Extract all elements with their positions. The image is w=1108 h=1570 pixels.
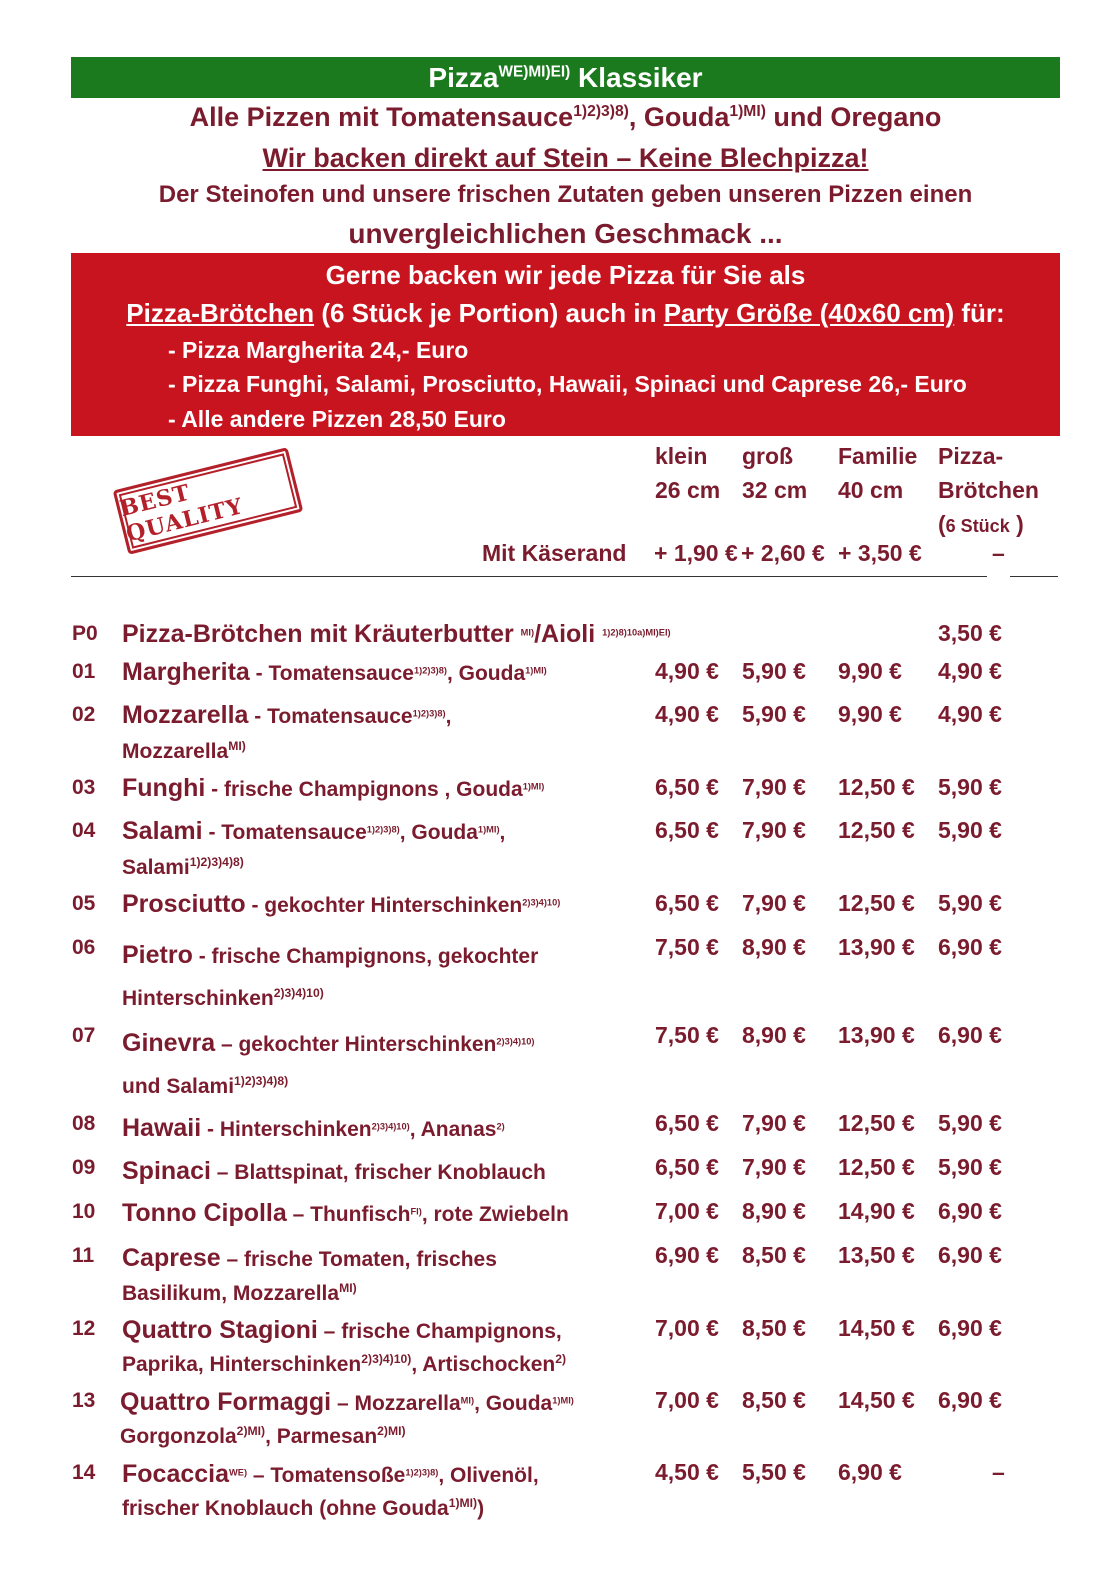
item-desc: , Olivenöl, [438,1464,539,1487]
item-number: 10 [72,1200,96,1223]
menu-item-name [122,701,451,730]
item-desc: frische Champignons , Gouda [223,778,523,801]
intro-line-1 [71,102,1060,133]
intro-line-4: unvergleichlichen Geschmack ... [348,218,783,249]
menu-item-name [122,890,560,919]
price-klein: 6,50 € [655,1154,719,1180]
item-name: Pietro [122,941,193,969]
item-number: 12 [72,1317,96,1340]
price-klein: 6,90 € [655,1242,719,1268]
price-klein: 7,00 € [655,1387,719,1413]
allergen-code: 1)MI) [525,665,547,676]
item-desc: und Salami [122,1075,235,1098]
menu-item-desc-line2 [122,1075,288,1099]
item-desc: Salami [122,856,190,879]
item-desc: frische Champignons, [341,1320,562,1343]
allergen-code: 1)2)8)10a)MI)EI) [602,627,671,638]
col-paren: ( [938,511,946,537]
item-name: /Aioli [534,620,603,648]
allergen-code: MI) [460,1395,475,1406]
party-end-text: für: [954,298,1005,328]
col-label: Brötchen [938,477,1039,503]
item-sep: – [247,1464,271,1487]
allergen-code: 2)3)4)10) [496,1036,535,1047]
price-gross: 8,90 € [742,1198,806,1224]
item-desc: Tomatensoße [270,1464,406,1487]
item-sep: - [192,945,212,968]
price-gross: 7,90 € [742,1110,806,1136]
menu-item-name [122,658,547,687]
item-sep: - [248,705,268,728]
item-sep: - [249,662,269,685]
price-familie: 12,50 € [838,890,915,916]
item-desc: , rote Zwiebeln [421,1203,569,1226]
item-desc: Tomatensauce [268,662,414,685]
item-desc: , Parmesan [265,1425,378,1448]
item-name: Focaccia [122,1460,230,1488]
item-number: 05 [72,892,96,915]
item-number: P0 [72,622,98,645]
item-desc: , Artischocken [411,1353,556,1376]
price-familie: 12,50 € [838,1154,915,1180]
item-desc: Thunfisch [310,1203,411,1226]
item-desc: gekochter Hinterschinken [264,894,523,917]
allergen-code: 2)3)4)10) [361,1352,412,1366]
divider-line [71,576,987,577]
menu-item-desc-line2 [122,987,324,1011]
item-name: Spinaci [122,1157,211,1185]
price-gross: 5,50 € [742,1459,806,1485]
price-familie: 14,50 € [838,1387,915,1413]
party-offer-box [71,253,1060,436]
party-price-item: - Alle andere Pizzen 28,50 Euro [168,406,506,432]
col-familie [838,439,917,507]
title-text-2: Klassiker [570,62,703,93]
item-sep: – [331,1392,355,1415]
menu-item-desc-line2 [122,1353,566,1377]
item-name: Mozzarella [122,701,249,729]
col-paren: ) [1009,511,1024,537]
allergen-code: 1)MI) [522,781,545,792]
col-size: 40 cm [838,477,904,503]
col-label: Familie [838,443,918,469]
price-gross: 8,90 € [742,1022,806,1048]
price-klein: 4,90 € [655,658,719,684]
col-klein [655,439,720,507]
item-number: 02 [72,703,96,726]
allergen-code: 1)2)3)4)8) [234,1074,289,1088]
intro-line-2: Wir backen direkt auf Stein – Keine Blechpizza! [262,143,869,173]
item-number: 01 [72,660,96,683]
item-name: Quattro Formaggi [120,1388,332,1416]
item-desc: Mozzarella [354,1392,461,1415]
item-number: 09 [72,1156,96,1179]
section-title [71,57,1060,98]
item-number: 13 [72,1389,96,1412]
item-number: 11 [72,1244,95,1267]
item-sep: – [215,1033,239,1056]
allergen-code: 2)MI) [377,1424,406,1438]
price-familie: 13,90 € [838,934,915,960]
item-name: Funghi [122,774,206,802]
divider-line [1010,576,1058,577]
item-name: Prosciutto [122,890,246,918]
price-familie: 9,90 € [838,701,902,727]
price-klein: 4,50 € [655,1459,719,1485]
price-broetchen: 3,50 € [938,620,1002,646]
price-broetchen: – [992,1459,1005,1485]
item-name: Caprese [122,1244,221,1272]
item-desc: Mozzarella [122,740,229,763]
col-label: klein [655,443,708,469]
price-broetchen: 6,90 € [938,1315,1002,1341]
item-name: Quattro Stagioni [122,1316,318,1344]
menu-item-name [122,1199,569,1228]
price-klein: 4,90 € [655,701,719,727]
item-desc: , Gouda [399,821,478,844]
menu-item-name [122,1157,546,1186]
item-name: Ginevra [122,1029,216,1057]
item-desc: , Ananas [409,1118,497,1141]
item-desc: Tomatensauce [267,705,413,728]
allergen-code: 2)3)4)10) [371,1121,410,1132]
intro-text: , Gouda [628,102,730,132]
allergen-code: 2) [555,1352,567,1366]
allergen-code: 1)2)3)8) [405,1467,439,1478]
party-mid-text: (6 Stück je Portion) auch in [314,298,664,328]
allergen-code: 2)3)4)10) [273,986,324,1000]
price-broetchen: 5,90 € [938,1110,1002,1136]
price-gross: 7,90 € [742,774,806,800]
col-size: 26 cm [655,477,721,503]
item-desc: Blattspinat, frischer Knoblauch [234,1161,546,1184]
item-desc: Gorgonzola [120,1425,237,1448]
price-broetchen: 6,90 € [938,1387,1002,1413]
col-broetchen [938,439,1039,543]
kaserand-familie: + 3,50 € [838,540,922,566]
allergen-code: WE) [229,1467,248,1478]
allergen-code: 2) [496,1121,505,1132]
price-broetchen: 6,90 € [938,934,1002,960]
item-number: 08 [72,1112,96,1135]
item-sep: – [286,1203,311,1226]
item-desc: frischer Knoblauch (ohne Gouda [122,1497,449,1520]
allergen-code: 1)MI) [552,1395,574,1406]
price-familie: 14,90 € [838,1198,915,1224]
price-broetchen: 4,90 € [938,701,1002,727]
price-gross: 8,50 € [742,1315,806,1341]
price-klein: 7,00 € [655,1315,719,1341]
price-broetchen: 5,90 € [938,1154,1002,1180]
item-name: Hawaii [122,1114,202,1142]
menu-item-name [122,817,505,846]
item-desc: , [499,821,506,844]
item-desc: frische Tomaten, frisches [244,1248,497,1271]
item-number: 04 [72,819,96,842]
price-klein: 6,50 € [655,1110,719,1136]
price-broetchen: 4,90 € [938,658,1002,684]
party-line-1: Gerne backen wir jede Pizza für Sie als [325,260,806,290]
allergen-code: 1)MI) [448,1496,478,1510]
price-familie: 12,50 € [838,817,915,843]
item-desc: ) [477,1497,485,1520]
price-klein: 6,50 € [655,817,719,843]
price-gross: 5,90 € [742,701,806,727]
menu-item-desc-line2 [122,856,244,880]
allergen-code: MI) [228,739,246,753]
price-familie: 14,50 € [838,1315,915,1341]
price-klein: 7,50 € [655,934,719,960]
col-size: 32 cm [742,477,808,503]
menu-item-desc-line2 [122,740,246,764]
party-broetchen-text: Pizza-Brötchen [126,298,315,328]
col-gross [742,439,807,507]
item-number: 14 [72,1461,96,1484]
item-desc: Hinterschinken [219,1118,372,1141]
party-line-2 [71,298,1060,329]
allergen-code: 1)2)3)8) [573,103,629,120]
item-sep: – [220,1248,245,1271]
party-price-item: - Pizza Funghi, Salami, Prosciutto, Hawaii, Spinaci und Caprese 26,- Euro [168,371,967,397]
price-broetchen: 5,90 € [938,890,1002,916]
price-broetchen: 6,90 € [938,1198,1002,1224]
menu-item-name [122,774,544,803]
price-broetchen: 6,90 € [938,1242,1002,1268]
kaserand-label: Mit Käserand [482,540,627,566]
menu-item-name [122,620,671,649]
menu-item-name [120,1388,574,1417]
menu-item-name [122,1316,562,1345]
menu-item-name [122,941,538,970]
allergen-code: MI) [520,627,535,638]
item-name: Salami [122,817,203,845]
title-allergens: WE)MI)EI) [498,63,571,81]
allergen-code: 1)2)3)4)8) [189,855,244,869]
price-gross: 8,50 € [742,1242,806,1268]
price-broetchen: 5,90 € [938,774,1002,800]
price-klein: 6,50 € [655,774,719,800]
item-desc: , [445,705,452,728]
price-familie: 13,50 € [838,1242,915,1268]
col-count: 6 Stück [945,516,1010,536]
price-gross: 8,50 € [742,1387,806,1413]
intro-text: Alle Pizzen mit Tomatensauce [189,102,574,132]
price-gross: 7,90 € [742,890,806,916]
item-name: Pizza-Brötchen mit Kräuterbutter [122,620,521,648]
price-klein: 7,50 € [655,1022,719,1048]
title-text: Pizza [428,62,499,93]
price-familie: 6,90 € [838,1459,902,1485]
price-gross: 7,90 € [742,817,806,843]
best-quality-stamp: BEST QUALITY [113,447,304,555]
allergen-code: 1)MI) [477,824,500,835]
allergen-code: 1)2)3)8) [412,708,446,719]
col-label: Pizza- [938,443,1004,469]
allergen-code: FI) [410,1206,422,1217]
price-gross: 7,90 € [742,1154,806,1180]
intro-text: und Oregano [765,102,942,132]
item-number: 03 [72,776,96,799]
item-desc: Paprika, Hinterschinken [122,1353,362,1376]
price-broetchen: 6,90 € [938,1022,1002,1048]
menu-item-name [122,1114,505,1143]
party-price-item: - Pizza Margherita 24,- Euro [168,337,469,363]
menu-item-name [122,1029,534,1058]
item-sep: - [202,821,222,844]
menu-item-desc-line2 [120,1425,406,1449]
price-klein: 7,00 € [655,1198,719,1224]
price-familie: 12,50 € [838,774,915,800]
price-broetchen: 5,90 € [938,817,1002,843]
item-sep: - [245,894,265,917]
item-desc: gekochter Hinterschinken [238,1033,497,1056]
item-name: Margherita [122,658,250,686]
item-sep: – [317,1320,342,1343]
allergen-code: 1)2)3)8) [413,665,447,676]
allergen-code: 1)MI) [729,103,766,120]
item-number: 07 [72,1024,96,1047]
menu-item-name [122,1460,539,1489]
price-familie: 12,50 € [838,1110,915,1136]
item-desc: frische Champignons, gekochter [211,945,539,968]
allergen-code: 2)MI) [236,1424,266,1438]
item-desc: Hinterschinken [122,987,274,1010]
item-number: 06 [72,936,96,959]
allergen-code: MI) [339,1281,357,1295]
item-sep: - [205,778,224,801]
item-sep: – [210,1161,235,1184]
item-desc: Tomatensauce [221,821,367,844]
price-gross: 5,90 € [742,658,806,684]
menu-item-name [122,1244,497,1273]
party-size-text: Party Größe (40x60 cm) [663,298,955,328]
kaserand-klein: + 1,90 € [654,540,738,566]
kaserand-gross: + 2,60 € [741,540,825,566]
item-desc: Basilikum, Mozzarella [122,1282,340,1305]
allergen-code: 1)2)3)8) [366,824,400,835]
col-label: groß [742,443,794,469]
allergen-code: 2)3)4)10) [522,897,561,908]
menu-item-desc-line2 [122,1497,484,1521]
item-desc: , Gouda [474,1392,553,1415]
price-klein: 6,50 € [655,890,719,916]
price-familie: 9,90 € [838,658,902,684]
price-familie: 13,90 € [838,1022,915,1048]
kaserand-broetchen: – [992,540,1005,566]
intro-line-3: Der Steinofen und unsere frischen Zutaten geben unseren Pizzen einen [158,181,973,208]
price-gross: 8,90 € [742,934,806,960]
item-name: Tonno Cipolla [122,1199,287,1227]
item-sep: - [201,1118,220,1141]
item-desc: , Gouda [446,662,526,685]
menu-item-desc-line2 [122,1282,357,1306]
